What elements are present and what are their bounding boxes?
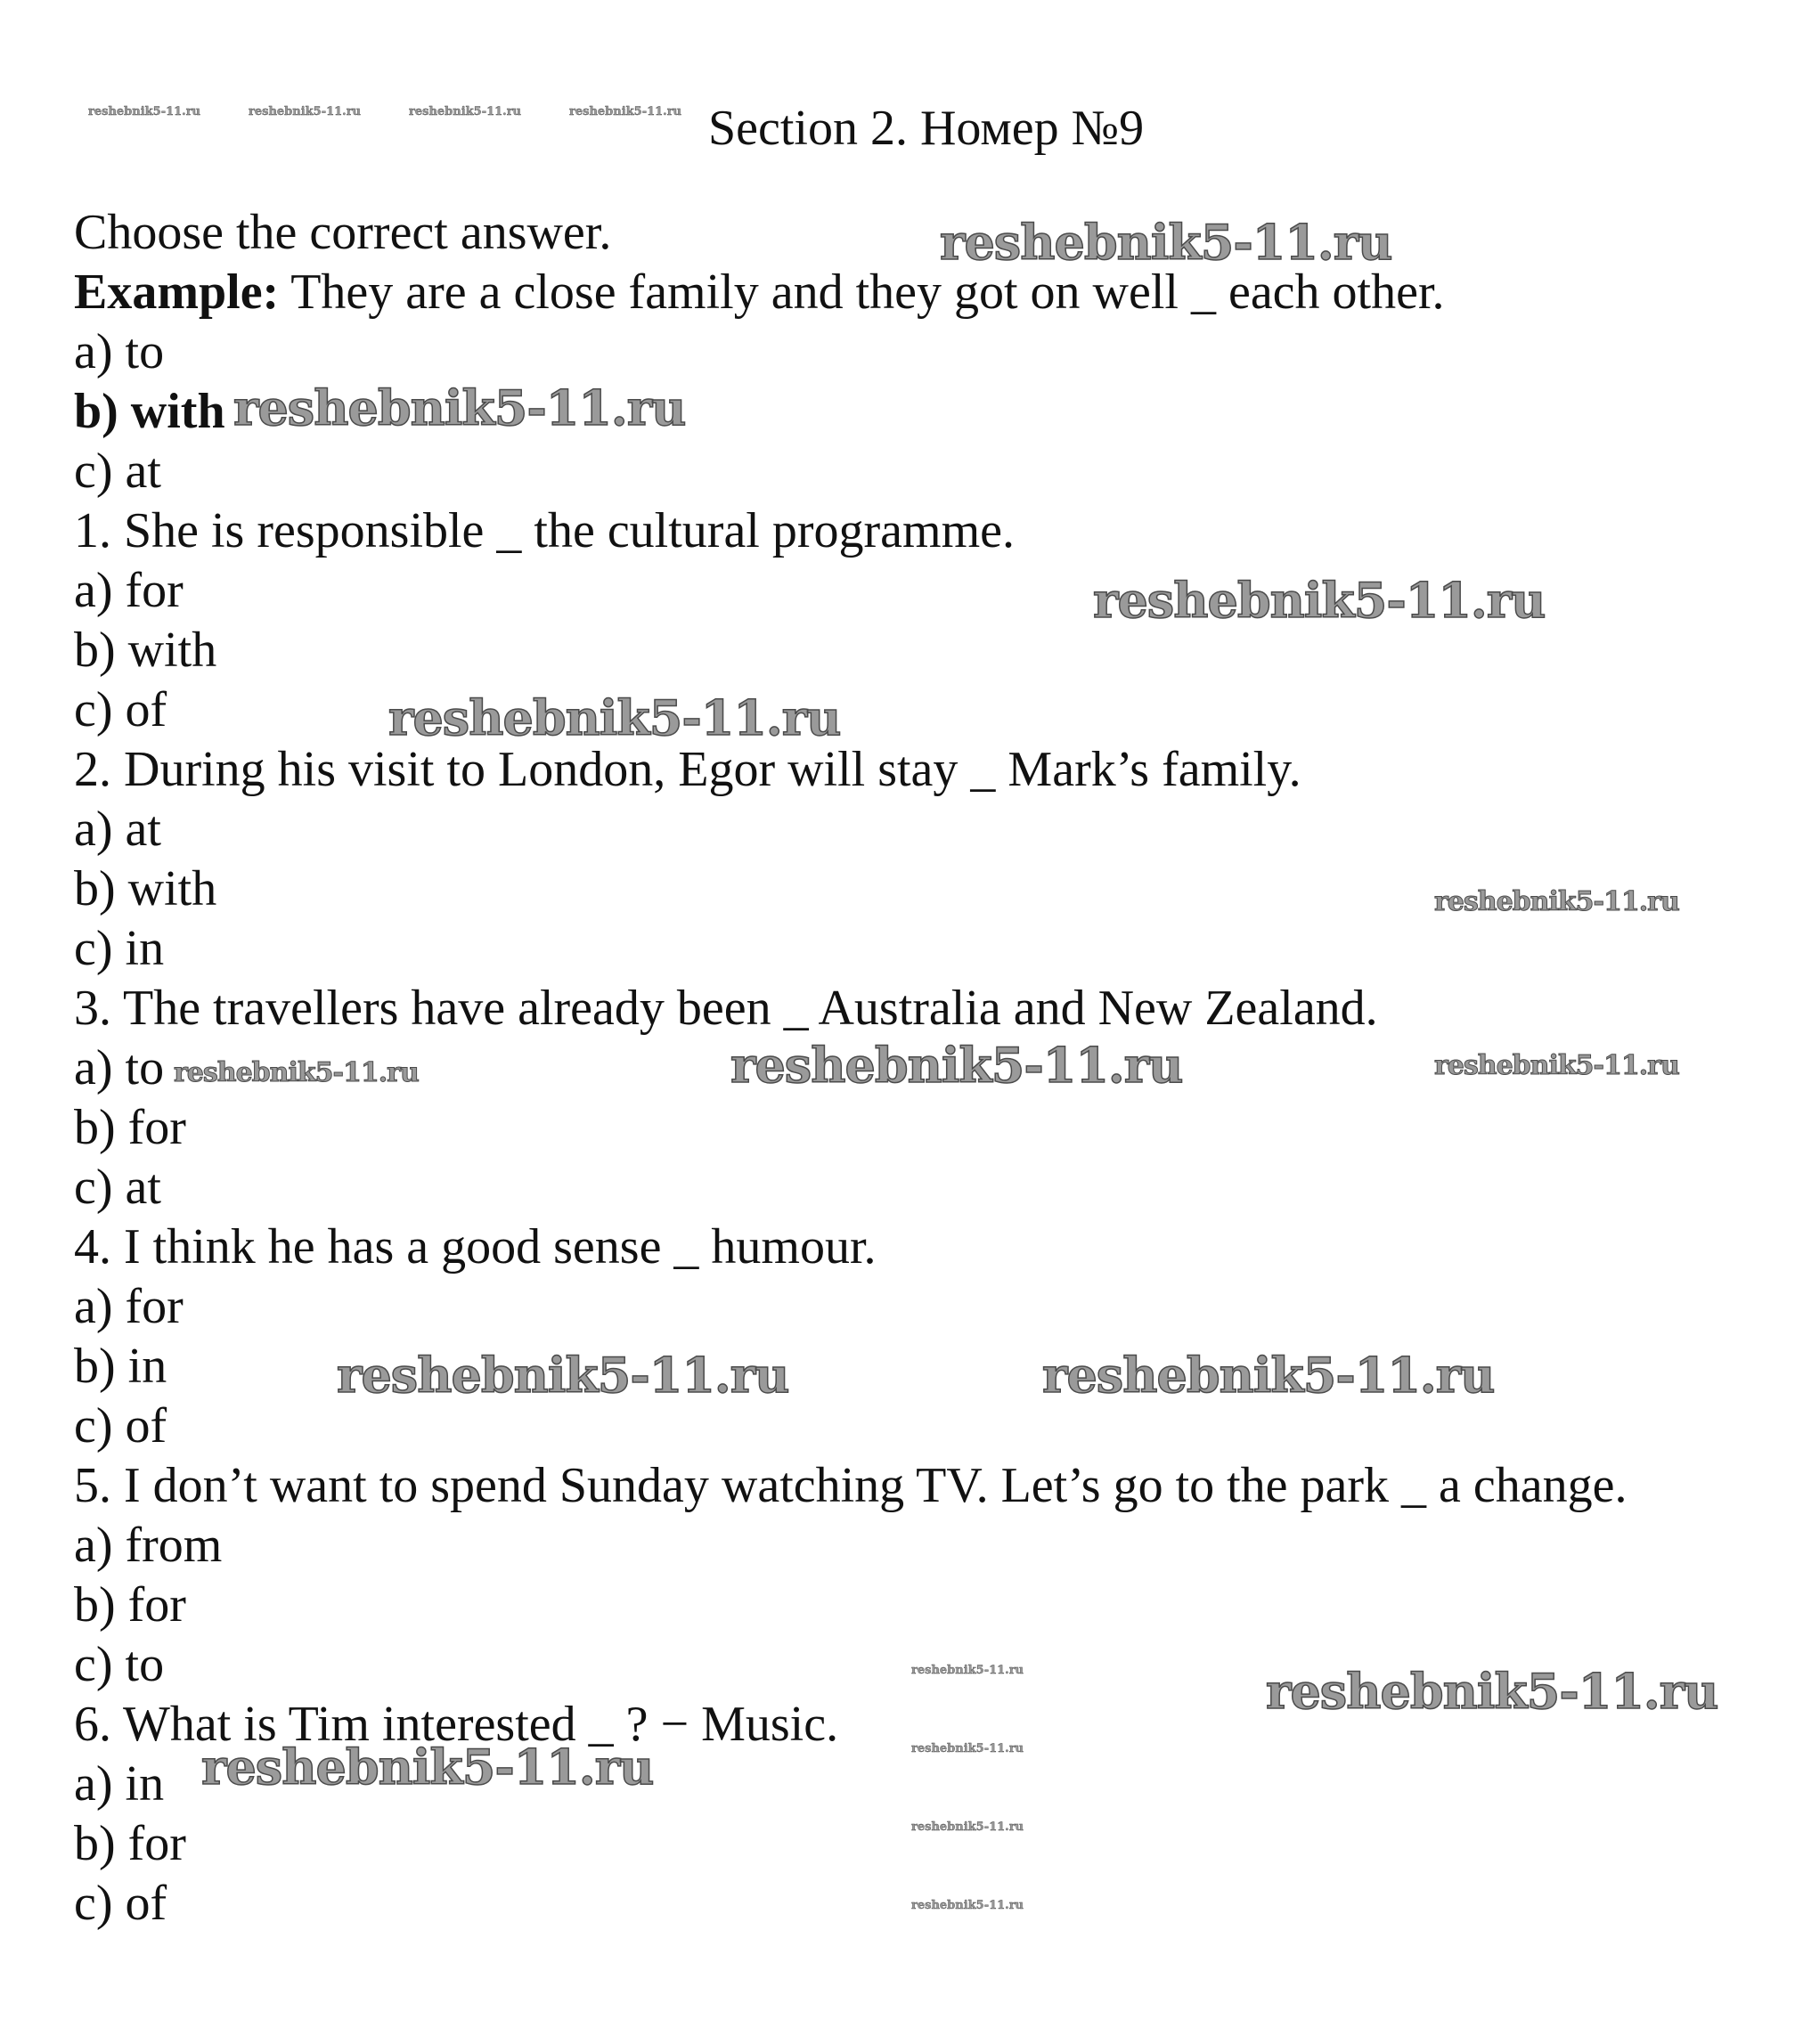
instruction: Choose the correct answer. bbox=[74, 205, 612, 260]
option: b) in bbox=[74, 1339, 167, 1394]
watermark: reshebnik5-11.ru bbox=[1434, 886, 1679, 917]
question-2: 2. During his visit to London, Egor will stay _ Mark’s family. bbox=[74, 742, 1301, 797]
watermark: reshebnik5-11.ru bbox=[201, 1739, 654, 1796]
question-3: 3. The travellers have already been _ Australia and New Zealand. bbox=[74, 981, 1378, 1036]
option: c) to bbox=[74, 1637, 165, 1692]
example-question bbox=[74, 263, 1627, 322]
watermark: reshebnik5-11.ru bbox=[911, 1664, 1024, 1677]
watermark: reshebnik5-11.ru bbox=[911, 1899, 1024, 1912]
option: c) of bbox=[74, 1398, 167, 1454]
example-option: c) at bbox=[74, 444, 161, 499]
example-option-correct: b) with bbox=[74, 384, 225, 439]
option: b) with bbox=[74, 861, 217, 916]
option: b) for bbox=[74, 1816, 186, 1871]
option: c) at bbox=[74, 1160, 161, 1215]
watermark: reshebnik5-11.ru bbox=[1266, 1663, 1718, 1720]
watermark: reshebnik5-11.ru bbox=[388, 689, 841, 746]
option: b) with bbox=[74, 623, 217, 678]
option: a) from bbox=[74, 1518, 223, 1573]
example-option: a) to bbox=[74, 324, 165, 379]
option: a) at bbox=[74, 802, 161, 857]
page-title: Section 2. Номер №9 bbox=[708, 101, 1145, 156]
watermark: reshebnik5-11.ru bbox=[1042, 1347, 1495, 1404]
example-text: They are a close family and they got on well _ each other. bbox=[279, 265, 1445, 320]
option: b) for bbox=[74, 1100, 186, 1155]
question-6: 6. What is Tim interested _ ? − Music. bbox=[74, 1697, 839, 1752]
watermark: reshebnik5-11.ru bbox=[569, 105, 682, 118]
option: a) for bbox=[74, 563, 184, 618]
watermark: reshebnik5-11.ru bbox=[88, 105, 201, 118]
example-label: Example: bbox=[74, 265, 280, 320]
option: c) of bbox=[74, 1876, 167, 1931]
watermark: reshebnik5-11.ru bbox=[911, 1742, 1024, 1755]
watermark: reshebnik5-11.ru bbox=[911, 1820, 1024, 1834]
option: a) in bbox=[74, 1756, 165, 1812]
option: c) of bbox=[74, 682, 167, 737]
watermark: reshebnik5-11.ru bbox=[174, 1057, 419, 1088]
option: a) for bbox=[74, 1279, 184, 1334]
watermark: reshebnik5-11.ru bbox=[1093, 572, 1546, 629]
question-1: 1. She is responsible _ the cultural programme. bbox=[74, 503, 1015, 558]
option: b) for bbox=[74, 1577, 186, 1633]
watermark: reshebnik5-11.ru bbox=[940, 214, 1392, 271]
option: a) to bbox=[74, 1040, 165, 1095]
question-5: 5. I don’t want to spend Sunday watching TV. Let’s go to the park _ a change. bbox=[74, 1458, 1628, 1513]
watermark: reshebnik5-11.ru bbox=[1434, 1050, 1679, 1081]
question-4: 4. I think he has a good sense _ humour. bbox=[74, 1219, 877, 1274]
watermark: reshebnik5-11.ru bbox=[409, 105, 522, 118]
watermark: reshebnik5-11.ru bbox=[233, 379, 686, 436]
watermark: reshebnik5-11.ru bbox=[730, 1037, 1183, 1094]
watermark: reshebnik5-11.ru bbox=[249, 105, 362, 118]
watermark: reshebnik5-11.ru bbox=[337, 1347, 789, 1404]
option: c) in bbox=[74, 921, 165, 976]
